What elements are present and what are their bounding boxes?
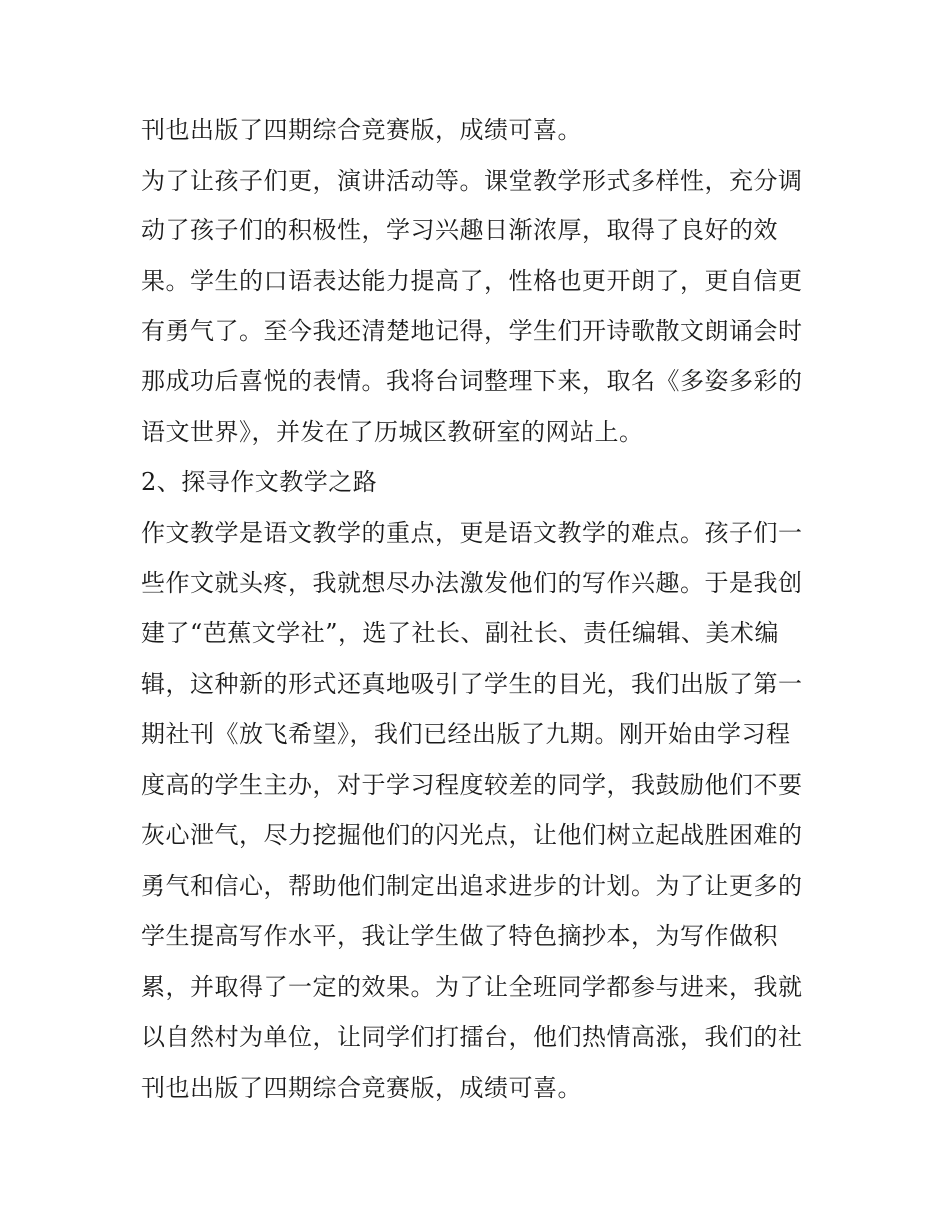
text-line: 作文教学是语文教学的重点，更是语文教学的难点。孩子们一 xyxy=(141,519,803,547)
text-line: 学生提高写作水平，我让学生做了特色摘抄本，为写作做积 xyxy=(141,922,778,950)
text-line: 为了让孩子们更，演讲活动等。课堂教学形式多样性，充分调 xyxy=(141,167,803,195)
text-line: 果。学生的口语表达能力提高了，性格也更开朗了，更自信更 xyxy=(141,267,803,295)
text-line: 期社刊《放飞希望》，我们已经出版了九期。刚开始由学习程 xyxy=(141,720,791,748)
text-line: 建了“芭蕉文学社”，选了社长、副社长、责任编辑、美术编 xyxy=(141,619,780,647)
text-line: 刊也出版了四期综合竞赛版，成绩可喜。 xyxy=(141,116,582,144)
text-line: 累，并取得了一定的效果。为了让全班同学都参与进来，我就 xyxy=(141,973,803,1001)
text-line: 以自然村为单位，让同学们打擂台，他们热情高涨，我们的社 xyxy=(141,1023,803,1051)
text-line: 勇气和信心，帮助他们制定出追求进步的计划。为了让更多的 xyxy=(141,872,803,900)
text-line: 刊也出版了四期综合竞赛版，成绩可喜。 xyxy=(141,1074,582,1102)
section-heading: 2、探寻作文教学之路 xyxy=(141,468,378,496)
text-line: 语文世界》，并发在了历城区教研室的网站上。 xyxy=(141,418,644,446)
text-line: 些作文就头疼，我就想尽办法激发他们的写作兴趣。于是我创 xyxy=(141,569,803,597)
text-line: 辑，这种新的形式还真地吸引了学生的目光，我们出版了第一 xyxy=(141,670,803,698)
text-line: 有勇气了。至今我还清楚地记得，学生们开诗歌散文朗诵会时 xyxy=(141,317,803,345)
text-line: 那成功后喜悦的表情。我将台词整理下来，取名《多姿多彩的 xyxy=(141,367,803,395)
text-line: 动了孩子们的积极性，学习兴趣日渐浓厚，取得了良好的效 xyxy=(141,216,778,244)
text-line: 灰心泄气，尽力挖掘他们的闪光点，让他们树立起战胜困难的 xyxy=(141,821,803,849)
text-line: 度高的学生主办，对于学习程度较差的同学，我鼓励他们不要 xyxy=(141,771,803,799)
